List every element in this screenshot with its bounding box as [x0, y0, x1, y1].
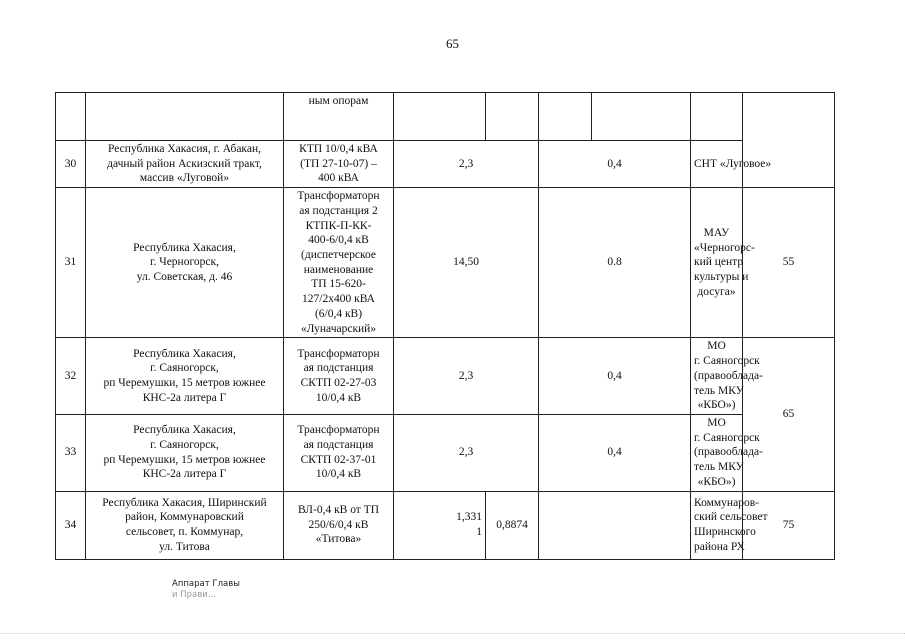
row-number-cell: 33 [56, 414, 86, 491]
table-row [56, 141, 835, 188]
value-cell [539, 93, 592, 141]
value-cell: 0,4 [539, 338, 691, 415]
row-number-cell: 34 [56, 491, 86, 559]
footer-stamp [172, 579, 240, 600]
footer-stamp-line: и Прави... [172, 589, 216, 600]
value-cell: 14,50 [394, 188, 539, 338]
value-cell: 0.8 [539, 188, 691, 338]
table-row [56, 188, 835, 338]
object-cell: Трансформаторн ая подстанция СКТП 02-27-03 10/0,4 кВ [284, 338, 394, 415]
value-cell: 2,3 [394, 414, 539, 491]
table-row [56, 491, 835, 559]
table-row [56, 338, 835, 415]
row-number-cell: 32 [56, 338, 86, 415]
address-cell: Республика Хакасия, г. Черногорск, ул. Советская, д. 46 [86, 188, 284, 338]
row-number-cell [56, 93, 86, 141]
value-cell [592, 93, 691, 141]
owner-cell: СНТ «Луговое» [691, 141, 743, 188]
object-cell: ным опорам [284, 93, 394, 141]
table-row [56, 93, 835, 141]
footer-stamp-line: Аппарат Главы [172, 579, 240, 589]
row-number-cell: 30 [56, 141, 86, 188]
area-cell: 65 [743, 338, 835, 491]
owner-cell: МО г. Саяногорск (правооблада- тель МКУ «КБО») [691, 414, 743, 491]
owner-cell: МО г. Саяногорск (правооблада- тель МКУ «КБО») [691, 338, 743, 415]
value-cell [394, 93, 486, 141]
row-number-cell: 31 [56, 188, 86, 338]
address-cell: Республика Хакасия, г. Саяногорск, рп Черемушки, 15 метров южнее КНС-2а литера Г [86, 414, 284, 491]
page-number: 65 [446, 36, 459, 51]
object-cell: Трансформаторн ая подстанция СКТП 02-37-01 10/0,4 кВ [284, 414, 394, 491]
merged-area-cell [743, 93, 835, 188]
object-cell: Трансформаторн ая подстанция 2 КТПК-П-КК- 400-6/0,4 кВ (диспетчерское наименование ТП 15-620- 127/2х400 кВА (6/0,4 кВ) «Луначарский» [284, 188, 394, 338]
scan-edge-line [0, 633, 905, 634]
value-cell: 0,8874 [486, 491, 539, 559]
address-cell: Республика Хакасия, Ширинский район, Коммунаровский сельсовет, п. Коммунар, ул. Титова [86, 491, 284, 559]
value-cell: 0,4 [539, 414, 691, 491]
address-cell [86, 93, 284, 141]
area-cell: 55 [743, 188, 835, 338]
value-cell: 1,331 1 [394, 491, 486, 559]
object-cell: ВЛ-0,4 кВ от ТП 250/6/0,4 кВ «Титова» [284, 491, 394, 559]
document-table [55, 92, 835, 560]
owner-cell: МАУ «Черногорс- кий центр культуры и досуга» [691, 188, 743, 338]
object-cell: КТП 10/0,4 кВА (ТП 27-10-07) – 400 кВА [284, 141, 394, 188]
address-cell: Республика Хакасия, г. Абакан, дачный район Аскизский тракт, массив «Луговой» [86, 141, 284, 188]
value-cell: 0,4 [539, 141, 691, 188]
area-cell: 75 [743, 491, 835, 559]
table-row [56, 414, 835, 491]
value-cell: 2,3 [394, 141, 539, 188]
address-cell: Республика Хакасия, г. Саяногорск, рп Черемушки, 15 метров южнее КНС-2а литера Г [86, 338, 284, 415]
owner-cell [691, 93, 743, 141]
value-cell: 2,3 [394, 338, 539, 415]
value-cell [486, 93, 539, 141]
owner-cell: Коммунаров- ский сельсовет Ширинского района РХ [691, 491, 743, 559]
value-cell [539, 491, 691, 559]
